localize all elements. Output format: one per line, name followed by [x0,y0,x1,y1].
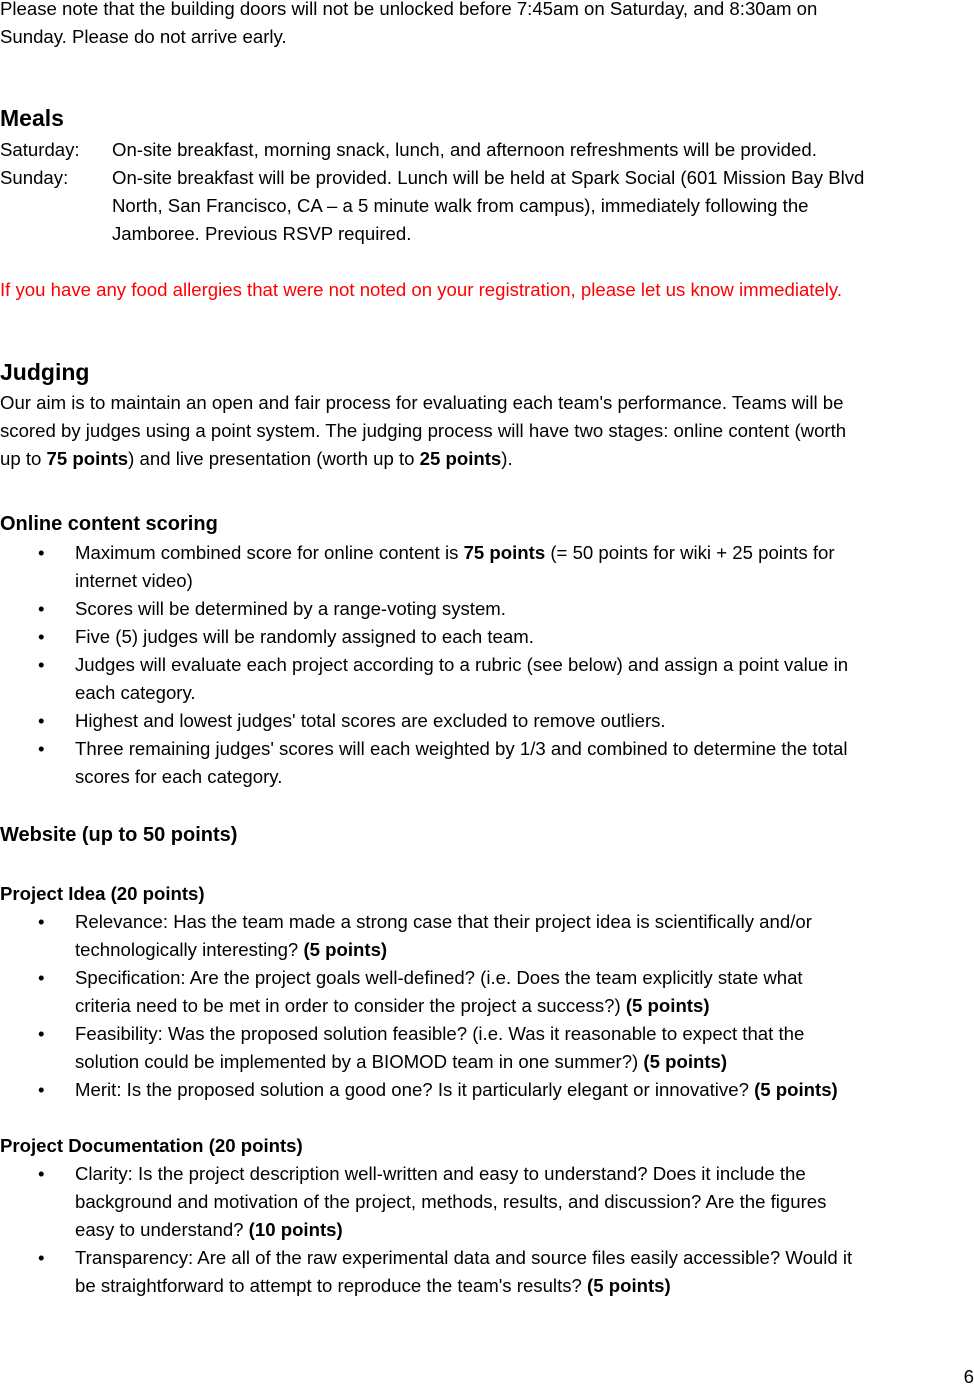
sunday-text: On-site breakfast will be provided. Lunch will be held at Spark Social (601 Mission Bay Blvd [112,167,865,188]
idea-heading: Project Idea (20 points) [0,883,205,904]
bullet-icon: • [38,738,45,759]
judging-line: Our aim is to maintain an open and fair process for evaluating each team's performance. Teams will be [0,392,844,413]
list-item [0,1244,852,1300]
text: background and motivation of the project, methods, results, and discussion? Are the figures [75,1191,827,1212]
list-item [0,964,838,1020]
points-bold: (5 points) [303,939,388,960]
text: Scores will be determined by a range-voting system. [75,598,506,619]
list-item [0,623,848,651]
points-bold: 75 points [46,448,129,469]
points-bold: (5 points) [754,1079,838,1100]
text: easy to understand? [75,1219,249,1240]
bullet-icon: • [38,542,45,563]
list-item [0,1160,852,1244]
text: Clarity: Is the project description well-written and easy to understand? Does it include the [75,1163,806,1184]
sunday-text: Jamboree. Previous RSVP required. [112,223,412,244]
bullet-icon: • [38,1023,45,1044]
text: up to [0,448,47,469]
allergy-notice: If you have any food allergies that were not noted on your registration, please let us know immediately. [0,279,843,300]
text: Specification: Are the project goals well-defined? (i.e. Does the team explicitly state what [75,967,803,988]
points-bold: (10 points) [248,1219,343,1240]
text: criteria need to be met in order to consider the project a success?) [75,995,626,1016]
saturday-text: On-site breakfast, morning snack, lunch, and afternoon refreshments will be provided. [112,139,817,160]
text: technologically interesting? [75,939,304,960]
points-bold: (5 points) [625,995,710,1016]
intro-line: Please note that the building doors will not be unlocked before 7:45am on Saturday, and 8:30am on [0,0,818,19]
bullet-icon: • [38,967,45,988]
website-heading: Website (up to 50 points) [0,824,238,846]
list-item [0,539,848,595]
text: (= 50 points for wiki + 25 points for [545,542,835,563]
points-bold: (5 points) [587,1275,671,1296]
list-item [0,1076,838,1104]
points-bold: 75 points [463,542,546,563]
text: Maximum combined score for online content is [75,542,464,563]
points-bold: 25 points [419,448,502,469]
bullet-icon: • [38,598,45,619]
bullet-icon: • [38,626,45,647]
online-list [0,539,848,791]
text: Highest and lowest judges' total scores are excluded to remove outliers. [75,710,666,731]
judging-heading: Judging [0,359,90,385]
bullet-icon: • [38,1163,45,1184]
page-number: 6 [963,1366,974,1387]
text: be straightforward to attempt to reproduce the team's results? [75,1275,588,1296]
meals-schedule [0,136,974,248]
points-bold: (5 points) [643,1051,728,1072]
sunday-label: Sunday: [0,167,69,188]
bullet-icon: • [38,654,45,675]
list-item [0,735,848,791]
judging-line: scored by judges using a point system. The judging process will have two stages: online content (worth [0,420,847,441]
idea-list [0,908,838,1104]
intro-line: Sunday. Please do not arrive early. [0,26,287,47]
text: Transparency: Are all of the raw experimental data and source files easily accessible? Would it [75,1247,853,1268]
intro-note [0,0,817,51]
text: scores for each category. [75,766,283,787]
bullet-icon: • [38,710,45,731]
list-item [0,1020,838,1076]
bullet-icon: • [38,911,45,932]
online-heading: Online content scoring [0,513,218,535]
list-item [0,707,848,735]
documentation-list [0,1160,852,1300]
bullet-icon: • [38,1079,45,1100]
judging-line [0,445,846,473]
text: Judges will evaluate each project according to a rubric (see below) and assign a point value in [75,654,849,675]
saturday-label: Saturday: [0,139,80,160]
bullet-icon: • [38,1247,45,1268]
list-item [0,595,848,623]
text: each category. [75,682,196,703]
list-item [0,651,848,707]
text: Feasibility: Was the proposed solution feasible? (i.e. Was it reasonable to expect that the [75,1023,805,1044]
text: internet video) [75,570,193,591]
judging-intro [0,389,846,473]
text: ) and live presentation (worth up to [128,448,420,469]
text: solution could be implemented by a BIOMOD team in one summer?) [75,1051,644,1072]
list-item [0,908,838,964]
documentation-heading: Project Documentation (20 points) [0,1135,303,1156]
sunday-text: North, San Francisco, CA – a 5 minute walk from campus), immediately following the [112,195,809,216]
text: Merit: Is the proposed solution a good one? Is it particularly elegant or innovative? [75,1079,755,1100]
text: ). [501,448,513,469]
text: Five (5) judges will be randomly assigned to each team. [75,626,534,647]
meals-heading: Meals [0,105,64,131]
text: Three remaining judges' scores will each weighted by 1/3 and combined to determine the total [75,738,848,759]
text: Relevance: Has the team made a strong case that their project idea is scientifically and/or [75,911,812,932]
